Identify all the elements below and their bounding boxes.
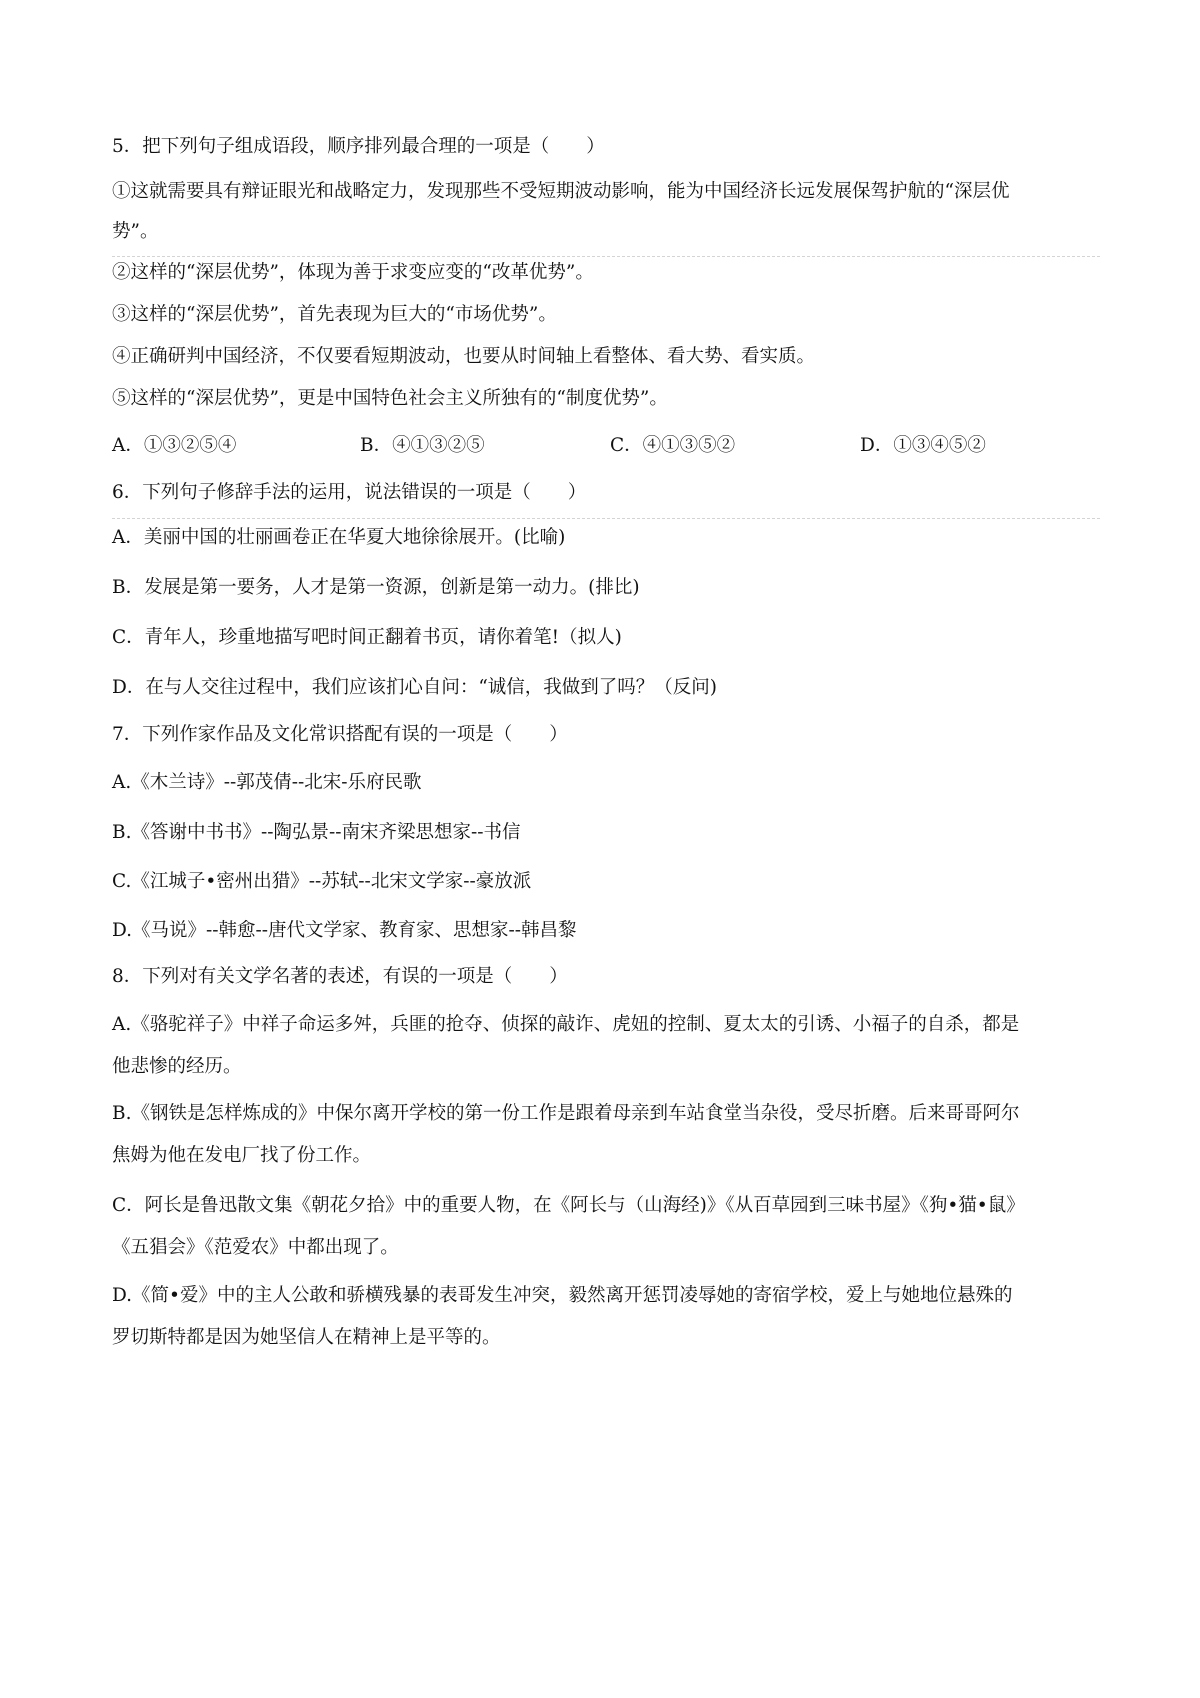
q7-option-a: A.《木兰诗》--郭茂倩--北宋-乐府民歌: [112, 772, 422, 793]
q5-option-a: A．①③②⑤④: [112, 435, 237, 456]
divider: [112, 518, 1100, 519]
q6-option-c: C．青年人，珍重地描写吧时间正翻着书页，请你着笔!（拟人): [112, 627, 622, 648]
q5-option-d: D．①③④⑤②: [860, 435, 986, 456]
q7-option-d: D.《马说》--韩愈--唐代文学家、教育家、思想家--韩昌黎: [112, 920, 577, 941]
question-8-stem: 8．下列对有关文学名著的表述，有误的一项是（ ）: [112, 966, 568, 987]
q6-option-a: A．美丽中国的壮丽画卷正在华夏大地徐徐展开。(比喻): [112, 527, 566, 548]
q6-option-d: D．在与人交往过程中，我们应该扪心自问：“诚信，我做到了吗？（反问): [112, 677, 718, 698]
q5-option-c: C．④①③⑤②: [610, 435, 736, 456]
q7-option-c: C.《江城子•密州出猎》--苏轼--北宋文学家--豪放派: [112, 871, 532, 892]
q5-sentence-1-line-2: 势”。: [112, 221, 159, 242]
q7-option-b: B.《答谢中书书》--陶弘景--南宋齐梁思想家--书信: [112, 822, 521, 843]
q8-option-a-line-1: A.《骆驼祥子》中祥子命运多舛，兵匪的抢夺、侦探的敲诈、虎妞的控制、夏太太的引诱、小福子的自杀，都是: [112, 1014, 1020, 1035]
q8-option-a-line-2: 他悲惨的经历。: [112, 1056, 242, 1077]
question-5-stem: 5．把下列句子组成语段，顺序排列最合理的一项是（ ）: [112, 136, 605, 157]
question-6-stem: 6．下列句子修辞手法的运用，说法错误的一项是（ ）: [112, 482, 587, 503]
q8-option-b-line-2: 焦姆为他在发电厂找了份工作。: [112, 1145, 372, 1166]
q6-option-b: B．发展是第一要务，人才是第一资源，创新是第一动力。(排比): [112, 577, 640, 598]
q5-sentence-3: ③这样的“深层优势”，首先表现为巨大的“市场优势”。: [112, 304, 557, 325]
q5-sentence-5: ⑤这样的“深层优势”，更是中国特色社会主义所独有的“制度优势”。: [112, 388, 668, 409]
divider: [112, 256, 1100, 257]
q8-option-c-line-2: 《五猖会》《范爱农》中都出现了。: [112, 1237, 399, 1258]
q8-option-b-line-1: B.《钢铁是怎样炼成的》中保尔离开学校的第一份工作是跟着母亲到车站食堂当杂役，受尽折磨。后来哥哥阿尔: [112, 1103, 1020, 1124]
q8-option-d-line-1: D.《简•爱》中的主人公敢和骄横残暴的表哥发生冲突，毅然离开惩罚凌辱她的寄宿学校，爱上与她地位悬殊的: [112, 1285, 1013, 1306]
q8-option-d-line-2: 罗切斯特都是因为她坚信人在精神上是平等的。: [112, 1327, 501, 1348]
q5-sentence-4: ④正确研判中国经济，不仅要看短期波动，也要从时间轴上看整体、看大势、看实质。: [112, 346, 816, 367]
q5-option-b: B．④①③②⑤: [360, 435, 485, 456]
q8-option-c-line-1: C．阿长是鲁迅散文集《朝花夕拾》中的重要人物，在《阿长与（山海经)》《从百草园到三味书屋》《狗•猫•鼠》: [112, 1195, 1025, 1216]
question-7-stem: 7．下列作家作品及文化常识搭配有误的一项是（ ）: [112, 724, 568, 745]
q5-sentence-1-line-1: ①这就需要具有辩证眼光和战略定力，发现那些不受短期波动影响，能为中国经济长远发展保驾护航的“深层优: [112, 181, 1010, 202]
q5-sentence-2: ②这样的“深层优势”，体现为善于求变应变的“改革优势”。: [112, 262, 594, 283]
